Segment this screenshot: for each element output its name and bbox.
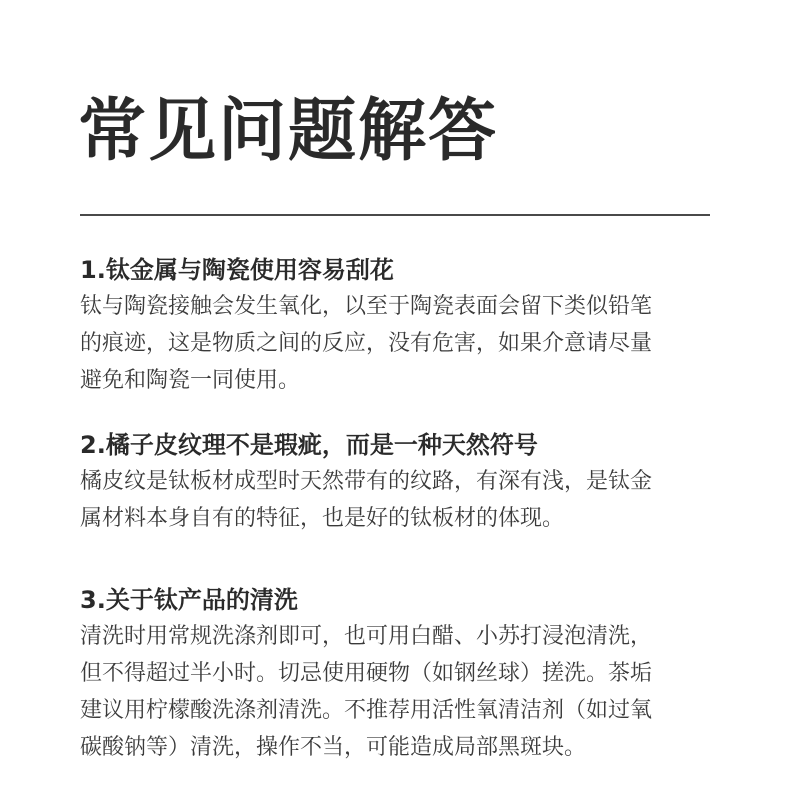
faq-section-2 — [80, 427, 720, 537]
body-line: 碳酸钠等）清洗，操作不当，可能造成局部黑斑块。 — [80, 735, 587, 760]
section-heading: 3.关于钛产品的清洗 — [80, 586, 298, 614]
page-title: 常见问题解答 — [78, 92, 499, 171]
body-line: 属材料本身自有的特征，也是好的钛板材的体现。 — [80, 506, 565, 531]
body-line: 的痕迹，这是物质之间的反应，没有危害，如果介意请尽量 — [80, 331, 653, 356]
body-line: 避免和陶瓷一同使用。 — [80, 368, 301, 393]
faq-section-3 — [80, 582, 720, 766]
body-line: 建议用柠檬酸洗涤剂清洗。不推荐用活性氧清洁剂（如过氧 — [80, 698, 653, 723]
section-body — [80, 618, 720, 766]
body-line: 钛与陶瓷接触会发生氧化，以至于陶瓷表面会留下类似铅笔 — [80, 294, 653, 319]
body-line: 清洗时用常规洗涤剂即可，也可用白醋、小苏打浸泡清洗， — [80, 624, 653, 649]
section-heading: 1.钛金属与陶瓷使用容易刮花 — [80, 256, 394, 284]
section-heading: 2.橘子皮纹理不是瑕疵，而是一种天然符号 — [80, 431, 538, 459]
section-body — [80, 288, 720, 399]
title-divider — [80, 214, 710, 216]
faq-section-1 — [80, 252, 720, 399]
section-body — [80, 463, 720, 537]
body-line: 橘皮纹是钛板材成型时天然带有的纹路，有深有浅，是钛金 — [80, 469, 653, 494]
body-line: 但不得超过半小时。切忌使用硬物（如钢丝球）搓洗。茶垢 — [80, 661, 653, 686]
